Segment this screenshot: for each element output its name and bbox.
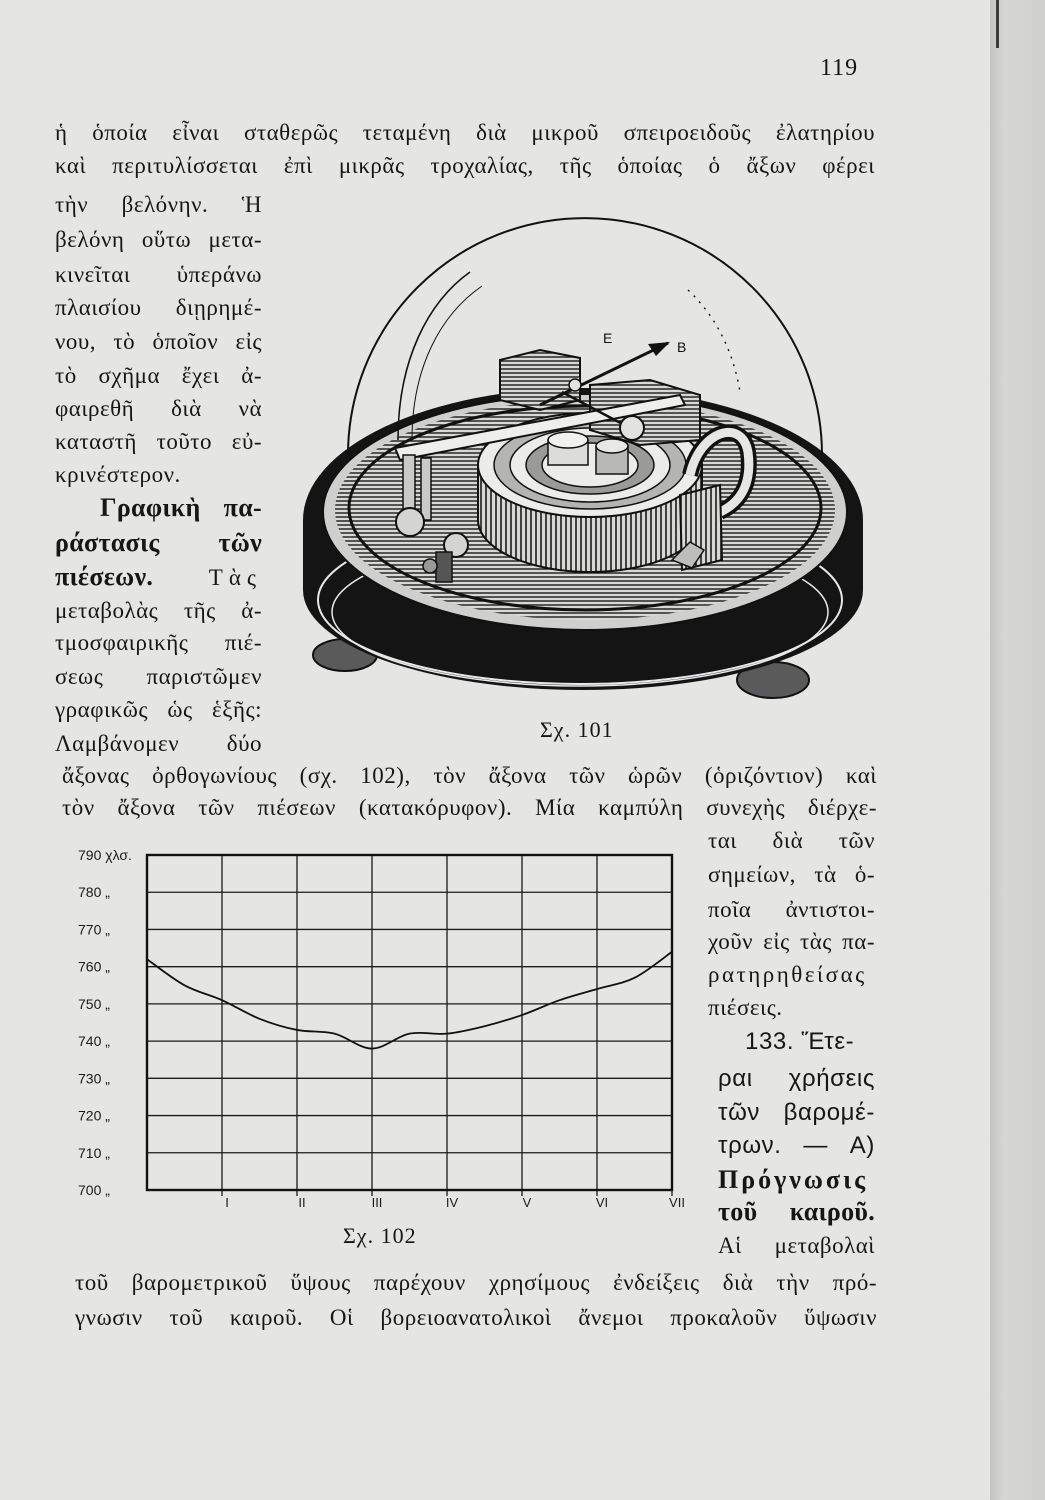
pressure-chart	[60, 835, 700, 1220]
y-tick-label: 730 „	[78, 1070, 110, 1087]
text-line: τὸ σχῆμα ἔχει ἀ-	[55, 363, 262, 388]
text-line: σημείων, τὰ ὁ-	[708, 862, 875, 887]
y-tick-label: 740 „	[78, 1033, 110, 1050]
x-tick-label: V	[522, 1195, 532, 1210]
subheading-line: τοῦ καιροῦ.	[718, 1197, 875, 1226]
text-line: μεταβολὰς τῆς ἀ-	[55, 598, 262, 623]
section-heading-line: ράστασις τῶν	[55, 528, 262, 557]
text-line: κινεῖται ὑπεράνω	[55, 262, 262, 287]
text-line: πιέσεις.	[708, 995, 783, 1020]
text-line: τοῦ βαρομετρικοῦ ὕψους παρέχουν χρησίμους ἐνδείξεις διὰ τὴν πρό-	[75, 1270, 877, 1295]
section-heading-line: 133. Ἕτε-	[745, 1028, 855, 1055]
x-tick-label: II	[298, 1195, 306, 1210]
text-line: ἡ ὁποία εἶναι σταθερῶς τεταμένη διὰ μικροῦ σπειροειδοῦς ἐλατηρίου	[55, 120, 875, 145]
lever-block-left	[500, 350, 580, 410]
text-line: νου, τὸ ὁποῖον εἰς	[55, 329, 262, 354]
text-line: ρατηρηθείσας	[708, 962, 867, 987]
gear	[423, 559, 437, 573]
figure-label-e: E	[603, 330, 613, 346]
gear	[396, 508, 424, 536]
y-tick-label: 700 „	[78, 1182, 110, 1198]
figure-caption: Σχ. 101	[540, 717, 614, 742]
text-line: Αἱ μεταβολαὶ	[718, 1233, 875, 1258]
text-line: ποῖα ἀντιστοι-	[708, 897, 875, 922]
y-tick-label: 780 „	[78, 884, 110, 901]
section-heading-line: τῶν βαρομέ-	[718, 1099, 875, 1126]
y-tick-label: 760 „	[78, 958, 110, 975]
barograph-illustration	[290, 205, 880, 715]
page-edge-shadow	[990, 0, 1045, 1500]
x-tick-label: VII	[669, 1195, 685, 1210]
text-line: φαιρεθῆ διὰ νὰ	[55, 396, 262, 421]
adjust-screw	[436, 552, 452, 582]
y-tick-label: 710 „	[78, 1144, 110, 1161]
y-tick-label: 770 „	[78, 921, 110, 938]
dome-reflection	[688, 290, 740, 392]
text-line: ἄξονας ὀρθογωνίους (σχ. 102), τὸν ἄξονα τῶν ὡρῶν (ὁριζόντιον) καὶ	[62, 763, 877, 788]
section-heading-line: τρων. — A)	[718, 1132, 875, 1159]
text-line: σεως παριστῶμεν	[55, 664, 262, 689]
text-line: χοῦν εἰς τὰς πα-	[708, 929, 875, 954]
y-tick-label: 750 „	[78, 995, 110, 1012]
text-line: πλαισίου διῃρημέ-	[55, 295, 262, 320]
text-line	[55, 562, 262, 592]
pen-post	[421, 458, 431, 520]
section-heading-line: Γραφικὴ πα-	[100, 493, 262, 522]
text-line: τὴν βελόνην. Ἡ	[55, 192, 262, 217]
central-cylinder-top	[548, 432, 588, 448]
text-line: τὸν ἄξονα τῶν πιέσεων (κατακόρυφον). Μία καμπύλη συνεχὴς διέρχε-	[62, 795, 877, 820]
subheading-line: Πρόγνωσις	[718, 1165, 869, 1194]
page-number: 119	[820, 55, 859, 81]
page-edge-line	[996, 0, 999, 48]
text-line: τμοσφαιρικῆς πιέ-	[55, 630, 262, 655]
x-tick-label: I	[225, 1195, 229, 1210]
text-line: ται διὰ τῶν	[708, 828, 875, 853]
figure-label-b: B	[677, 339, 687, 355]
text-line: Λαμβάνομεν δύο	[55, 731, 262, 756]
y-tick-label: 720 „	[78, 1107, 110, 1124]
y-tick-label: 790 χλσ.	[78, 847, 132, 863]
text-line: καὶ περιτυλίσσεται ἐπὶ μικρᾶς τροχαλίας, τῆς ὁποίας ὁ ἄξων φέρει	[55, 153, 875, 178]
x-tick-label: III	[371, 1195, 383, 1210]
x-tick-label: VI	[595, 1195, 609, 1210]
section-heading-line: ραι χρήσεις	[718, 1065, 875, 1092]
section-heading-end: πιέσεων.	[55, 562, 154, 591]
text-line: βελόνη οὕτω μετα-	[55, 227, 262, 252]
pointer-tip	[648, 342, 670, 356]
x-tick-label: IV	[445, 1195, 459, 1210]
aneroid-box-top	[596, 439, 628, 453]
chart-caption: Σχ. 102	[343, 1223, 417, 1248]
plot-frame	[147, 855, 672, 1190]
pivot-ball	[620, 416, 644, 440]
inline-text: Τὰς	[208, 565, 262, 590]
pivot	[569, 379, 581, 391]
text-line: γραφικῶς ὡς ἑξῆς:	[55, 697, 262, 722]
text-line: κρινέστερον.	[55, 462, 181, 487]
text-line: γνωσιν τοῦ καιροῦ. Οἱ βορειοανατολικοὶ ἄνεμοι προκαλοῦν ὕψωσιν	[75, 1305, 877, 1330]
text-line: καταστῆ τοῦτο εὐ-	[55, 429, 262, 454]
